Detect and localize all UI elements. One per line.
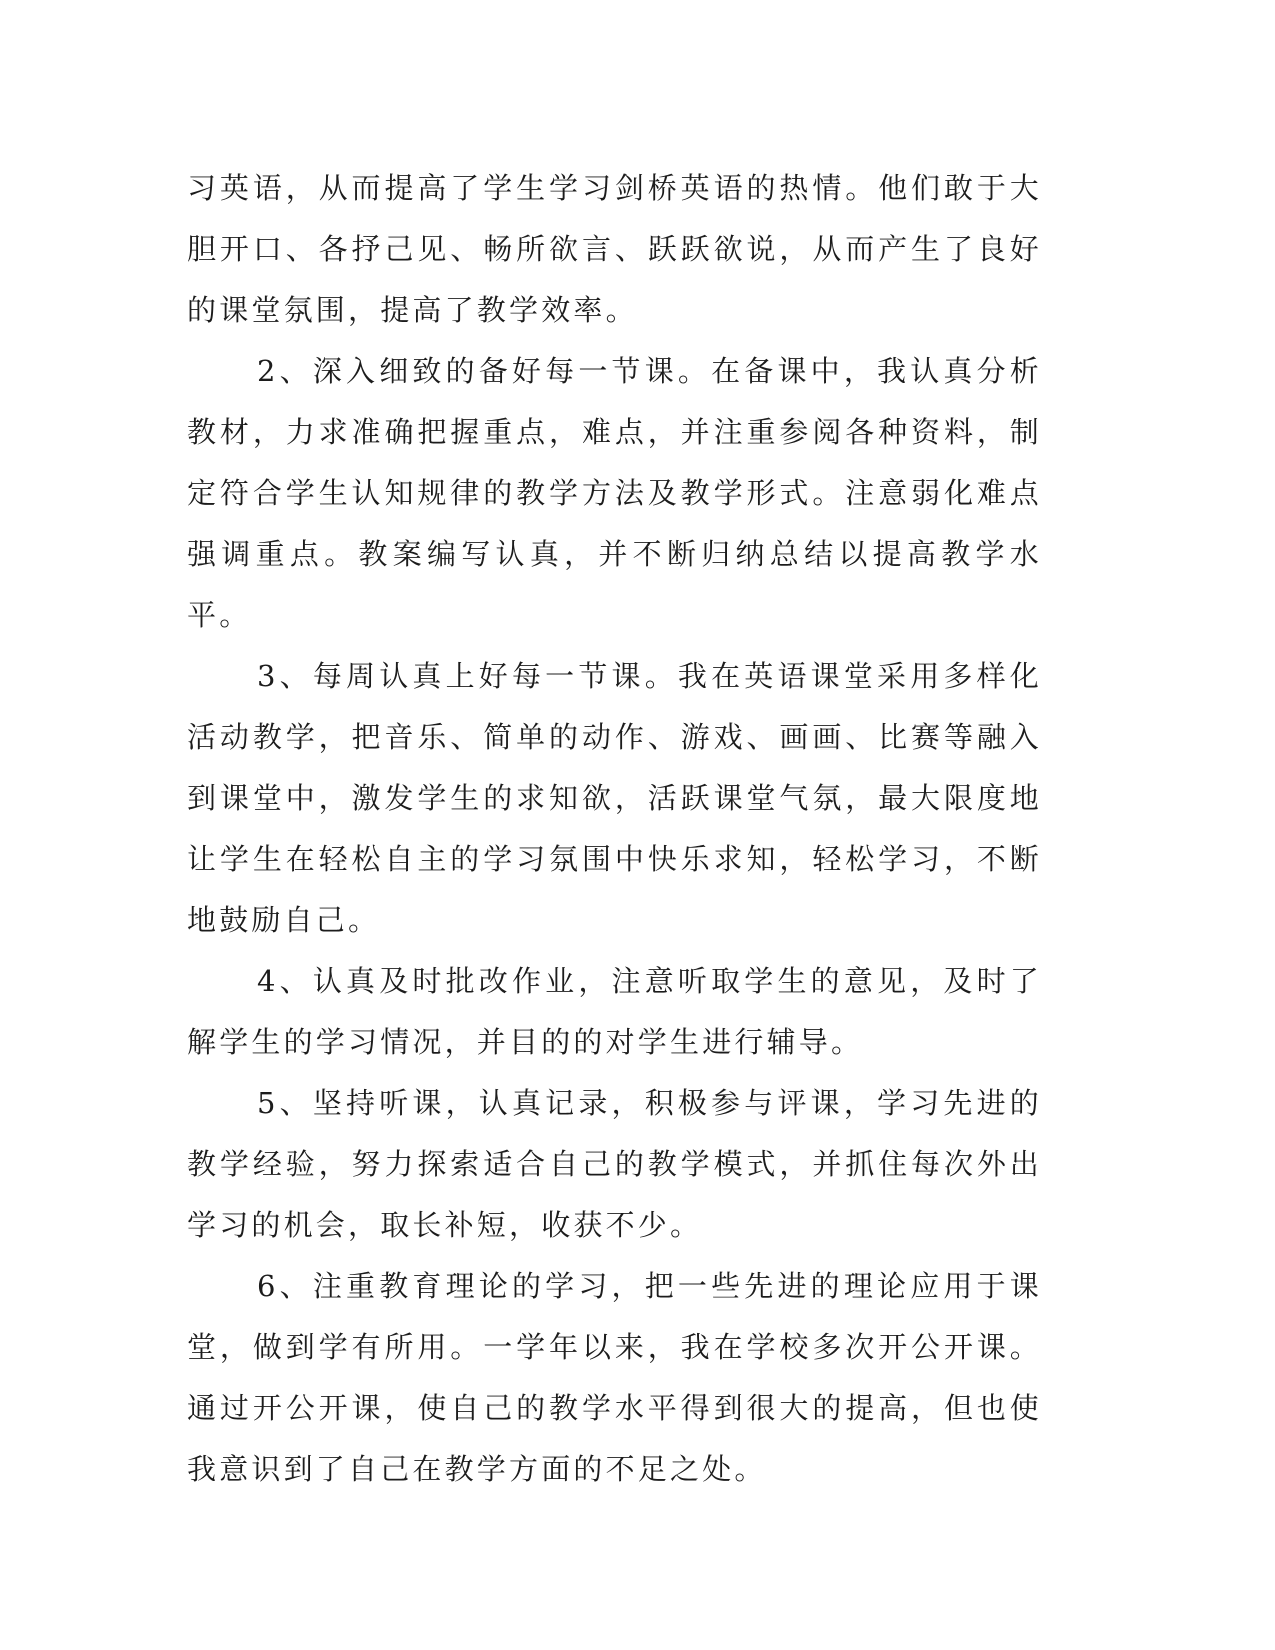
- document-body: [187, 158, 1042, 1500]
- paragraph-item-5: 5、坚持听课，认真记录，积极参与评课，学习先进的教学经验，努力探索适合自己的教学模式，并抓住每次外出学习的机会，取长补短，收获不少。: [187, 1086, 1042, 1242]
- paragraph-item-3: 3、每周认真上好每一节课。我在英语课堂采用多样化活动教学，把音乐、简单的动作、游戏、画画、比赛等融入到课堂中，激发学生的求知欲，活跃课堂气氛，最大限度地让学生在轻松自主的学习氛围中快乐求知，轻松学习，不断地鼓励自己。: [187, 659, 1042, 937]
- paragraph-item-6: 6、注重教育理论的学习，把一些先进的理论应用于课堂，做到学有所用。一学年以来，我在学校多次开公开课。通过开公开课，使自己的教学水平得到很大的提高，但也使我意识到了自己在教学方面的不足之处。: [187, 1269, 1042, 1486]
- paragraph-item-4: 4、认真及时批改作业，注意听取学生的意见，及时了解学生的学习情况，并目的的对学生进行辅导。: [187, 964, 1042, 1059]
- paragraph-item-2: 2、深入细致的备好每一节课。在备课中，我认真分析教材，力求准确把握重点，难点，并注重参阅各种资料，制定符合学生认知规律的教学方法及教学形式。注意弱化难点强调重点。教案编写认真，并不断归纳总结以提高教学水平。: [187, 354, 1042, 632]
- paragraph-continuation: 习英语，从而提高了学生学习剑桥英语的热情。他们敢于大胆开口、各抒己见、畅所欲言、跃跃欲说，从而产生了良好的课堂氛围，提高了教学效率。: [187, 171, 1042, 327]
